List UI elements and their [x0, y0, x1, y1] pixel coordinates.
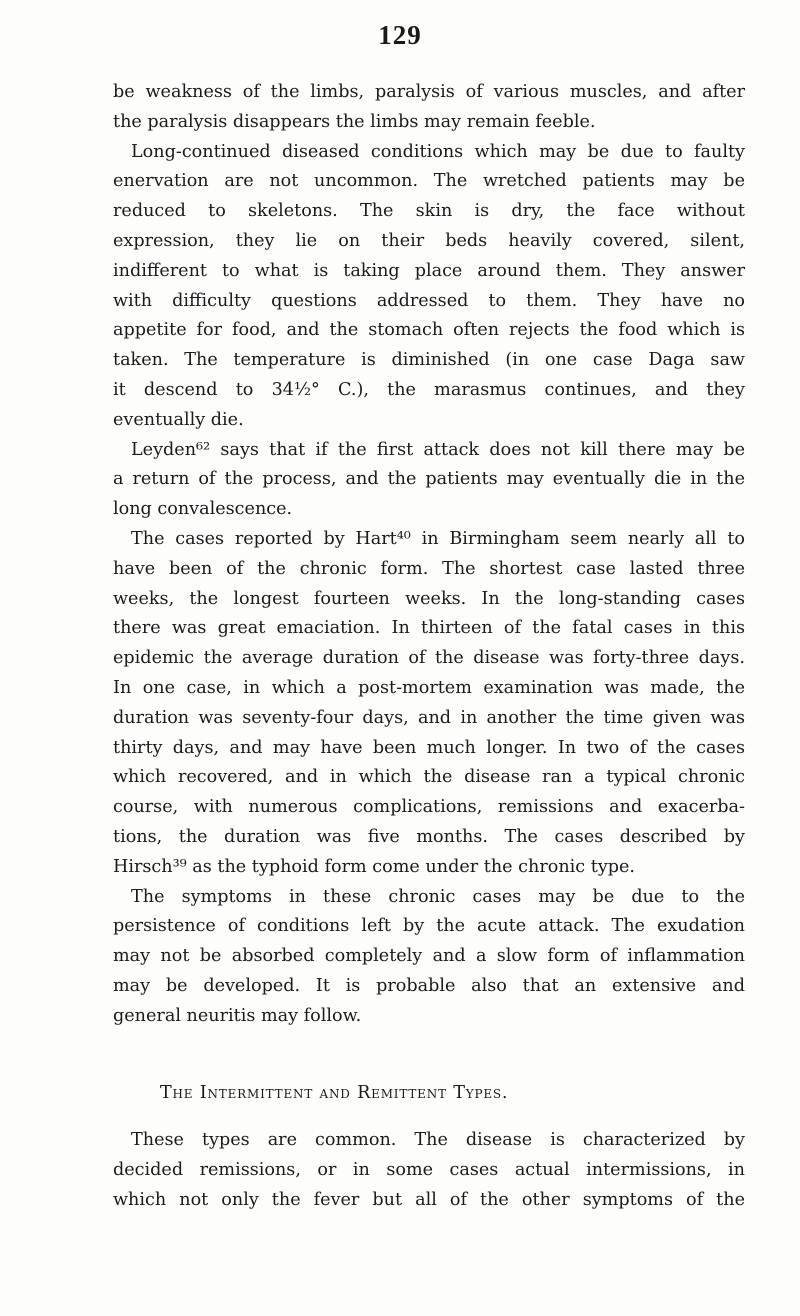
text-line: long convalescence.: [113, 499, 293, 520]
text-line: duration was seventy-four days, and in another the time given was: [113, 707, 745, 728]
text-line: general neuritis may follow.: [113, 1005, 362, 1026]
text-line: epidemic the average duration of the disease was forty-three days.: [113, 648, 745, 669]
text-line: These types are common. The disease is characterized by: [131, 1130, 745, 1150]
text-line: a return of the process, and the patients may eventually die in the: [113, 469, 745, 490]
section-heading: The Intermittent and Remittent Types.: [160, 1083, 509, 1103]
page-number: 129: [378, 20, 422, 50]
text-line: there was great emaciation. In thirteen of the fatal cases in this: [113, 618, 745, 639]
text-line: persistence of conditions left by the acute attack. The exudation: [113, 916, 745, 937]
text-line: decided remissions, or in some cases actual intermissions, in: [113, 1159, 745, 1180]
text-line: enervation are not uncommon. The wretched patients may be: [113, 171, 745, 192]
text-line: Long-continued diseased conditions which may be due to faulty: [131, 141, 745, 162]
text-line: thirty days, and may have been much longer. In two of the cases: [113, 737, 745, 758]
text-line: may be developed. It is probable also that an extensive and: [113, 975, 745, 996]
text-line: Hirsch³⁹ as the typhoid form come under the chronic type.: [113, 856, 636, 877]
text-line: weeks, the longest fourteen weeks. In the long-standing cases: [113, 588, 745, 609]
text-line: with difficulty questions addressed to them. They have no: [113, 290, 745, 311]
section-text: [113, 1126, 745, 1215]
text-line: In one case, in which a post-mortem examination was made, the: [113, 677, 745, 698]
text-line: Leyden⁶² says that if the first attack does not kill there may be: [131, 439, 745, 460]
text-line: tions, the duration was five months. The cases described by: [113, 826, 745, 847]
text-line: it descend to 34½° C.), the marasmus continues, and they: [113, 379, 745, 400]
text-line: which not only the fever but all of the other symptoms of the: [113, 1189, 745, 1210]
text-line: may not be absorbed completely and a slow form of inflammation: [113, 946, 745, 967]
text-line: eventually die.: [113, 409, 244, 430]
text-line: have been of the chronic form. The shortest case lasted three: [113, 558, 745, 579]
text-line: which recovered, and in which the disease ran a typical chronic: [113, 767, 745, 788]
text-line: be weakness of the limbs, paralysis of various muscles, and after: [113, 82, 745, 102]
text-line: appetite for food, and the stomach often rejects the food which is: [113, 320, 745, 341]
text-line: The cases reported by Hart⁴⁰ in Birmingham seem nearly all to: [131, 528, 745, 549]
text-line: indifferent to what is taking place around them. They answer: [113, 260, 745, 281]
body-text: [113, 78, 745, 1032]
text-line: The symptoms in these chronic cases may be due to the: [131, 886, 745, 907]
text-line: expression, they lie on their beds heavily covered, silent,: [113, 230, 745, 251]
text-line: taken. The temperature is diminished (in one case Daga saw: [113, 350, 745, 371]
text-line: course, with numerous complications, remissions and exacerba-: [113, 797, 745, 818]
text-line: the paralysis disappears the limbs may remain feeble.: [113, 111, 596, 132]
text-line: reduced to skeletons. The skin is dry, the face without: [113, 201, 745, 222]
